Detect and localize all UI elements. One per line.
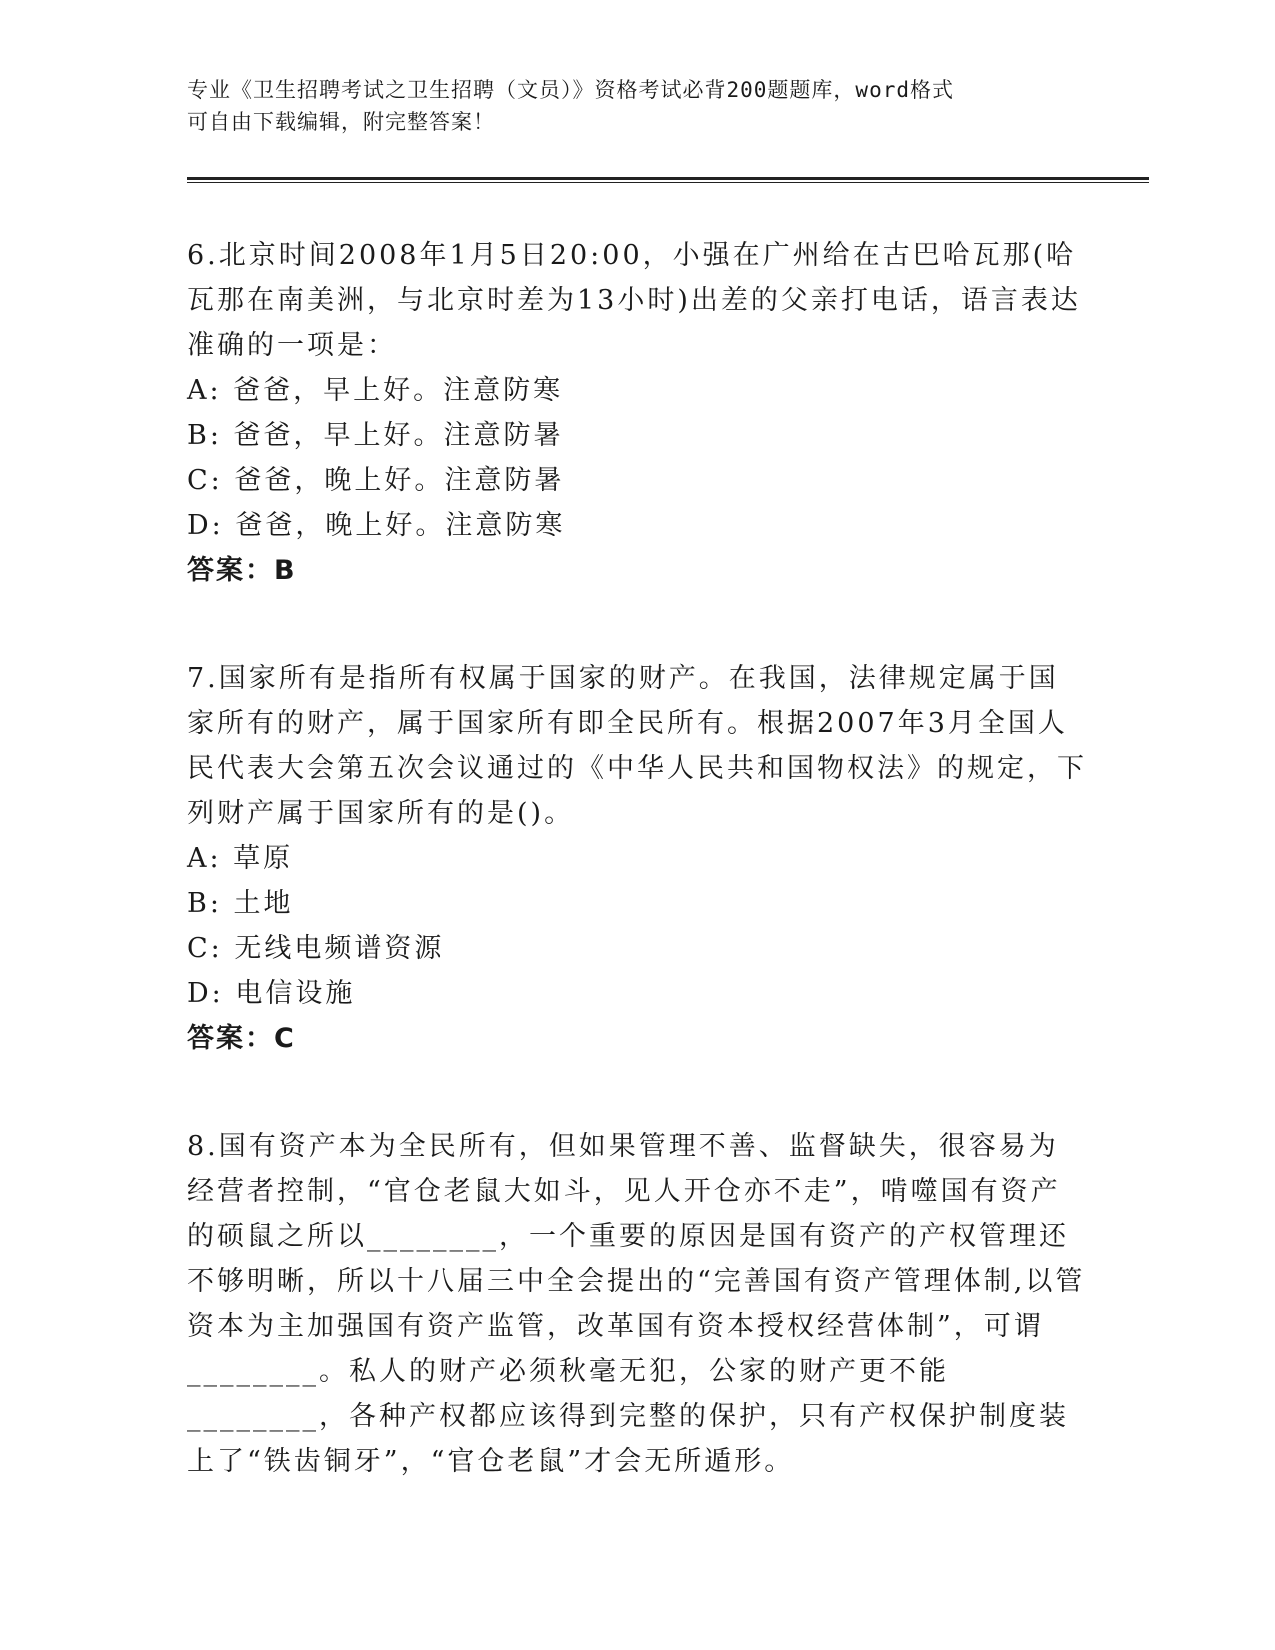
answer-label: 答案：C bbox=[187, 1023, 296, 1054]
question-stem: 6.北京时间2008年1月5日20:00，小强在广州给在古巴哈瓦那(哈瓦那在南美洲，与北京时差为13小时)出差的父亲打电话，语言表达准确的一项是： bbox=[187, 240, 1081, 361]
option-b: B: 爸爸，早上好。注意防暑 bbox=[187, 420, 564, 451]
header-divider-thick bbox=[187, 177, 1149, 180]
option-d: D: 爸爸，晚上好。注意防寒 bbox=[187, 510, 566, 541]
option-c: C: 无线电频谱资源 bbox=[187, 933, 445, 964]
question-7 bbox=[187, 656, 1087, 1061]
question-stem: 7.国家所有是指所有权属于国家的财产。在我国，法律规定属于国家所有的财产，属于国家所有即全民所有。根据2007年3月全国人民代表大会第五次会议通过的《中华人民共和国物权法》的规定，下列财产属于国家所有的是()。 bbox=[187, 663, 1087, 829]
header-divider-thin bbox=[187, 182, 1149, 183]
answer-label: 答案：B bbox=[187, 555, 297, 586]
option-c: C: 爸爸，晚上好。注意防暑 bbox=[187, 465, 565, 496]
option-d: D: 电信设施 bbox=[187, 978, 356, 1009]
question-list bbox=[187, 233, 1087, 1547]
header-line-2: 可自由下载编辑，附完整答案！ bbox=[187, 110, 495, 134]
document-header bbox=[187, 74, 1067, 138]
question-6 bbox=[187, 233, 1087, 593]
option-a: A: 草原 bbox=[187, 843, 294, 874]
question-stem: 8.国有资产本为全民所有，但如果管理不善、监督缺失，很容易为经营者控制，“官仓老鼠大如斗，见人开仓亦不走”，啃噬国有资产的硕鼠之所以________，一个重要的原因是国有资产的产权管理还不够明晰，所以十八届三中全会提出的“完善国有资产管理体制,以管资本为主加强国有资产监管，改革国有资本授权经营体制”，可谓________。私人的财产必须秋毫无犯，公家的财产更不能________，各种产权都应该得到完整的保护，只有产权保护制度装上了“铁齿铜牙”，“官仓老鼠”才会无所遁形。 bbox=[187, 1131, 1086, 1477]
header-line-1: 专业《卫生招聘考试之卫生招聘（文员）》资格考试必背200题题库，word格式 bbox=[187, 78, 954, 102]
option-a: A: 爸爸，早上好。注意防寒 bbox=[187, 375, 564, 406]
question-8 bbox=[187, 1124, 1087, 1484]
option-b: B: 土地 bbox=[187, 888, 294, 919]
